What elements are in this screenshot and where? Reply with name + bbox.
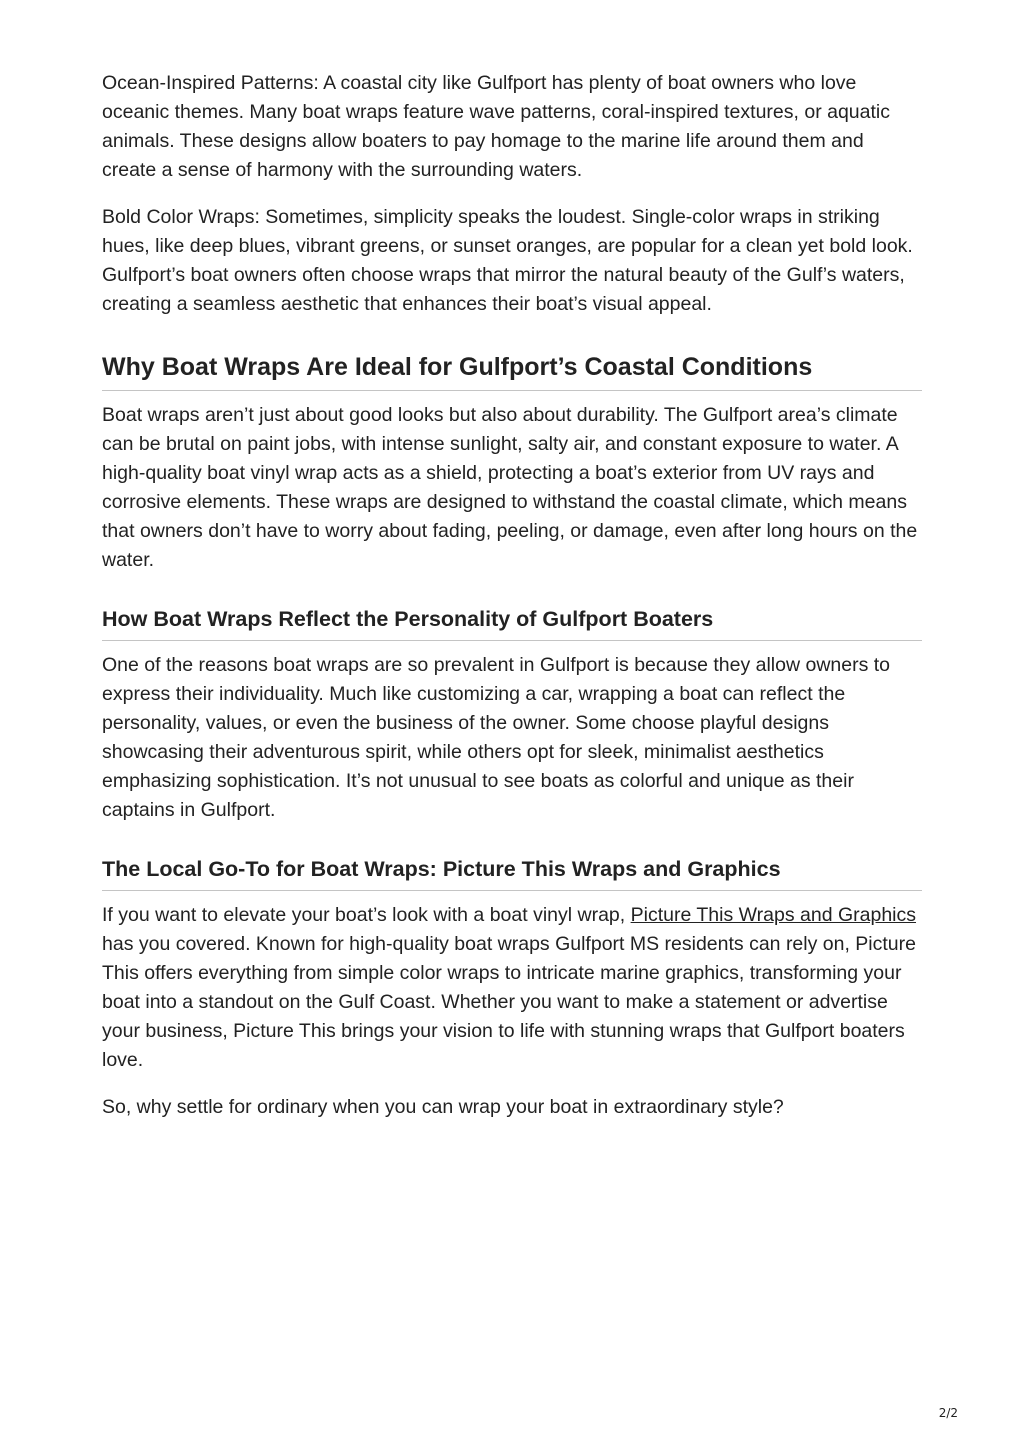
paragraph-personality: One of the reasons boat wraps are so prevalent in Gulfport is because they allow owners to express their individuality. Much like customizing a car, wrapping a boat can reflect the personality, values, or even the business of the owner. Some choose playful designs showcasing their adventurous spirit, while others opt for sleek, minimalist aesthetics emphasizing sophistication. It’s not unusual to see boats as colorful and unique as their captains in Gulfport. — [102, 654, 891, 821]
paragraph-local-text-after-link: has you covered. Known for high-quality boat wraps Gulfport MS residents can rely on, Picture This offers everything from simple color wraps to intricate marine graphics, transforming your boat into a standout on the Gulf Coast. Whether you want to make a statement or advertise your business, Picture This brings your vision to life with stunning wraps that Gulfport boaters love. — [102, 933, 916, 1071]
heading-why-boat-wraps: Why Boat Wraps Are Ideal for Gulfport’s Coastal Conditions — [102, 337, 922, 391]
paragraph-bold-color: Bold Color Wraps: Sometimes, simplicity speaks the loudest. Single-color wraps in striking hues, like deep blues, vibrant greens, or sunset oranges, are popular for a clean yet bold look. Gulfport’s boat owners often choose wraps that mirror the natural beauty of the Gulf’s waters, creating a seamless aesthetic that enhances their boat’s visual appeal. — [102, 206, 913, 315]
heading-personality: How Boat Wraps Reflect the Personality of Gulfport Boaters — [102, 593, 922, 641]
paragraph-local-text-before-link: If you want to elevate your boat’s look with a boat vinyl wrap, — [102, 904, 631, 926]
paragraph-local-go-to — [102, 901, 922, 1075]
paragraph-why-boat-wraps: Boat wraps aren’t just about good looks but also about durability. The Gulfport area’s climate can be brutal on paint jobs, with intense sunlight, salty air, and constant exposure to water. A high-quality boat vinyl wrap acts as a shield, protecting a boat’s exterior from UV rays and corrosive elements. These wraps are designed to withstand the coastal climate, which means that owners don’t have to worry about fading, peeling, or damage, even after long hours on the water. — [102, 404, 918, 571]
article-body — [102, 69, 922, 1140]
heading-local-go-to: The Local Go-To for Boat Wraps: Picture This Wraps and Graphics — [102, 843, 922, 891]
page-number: 2/2 — [938, 1406, 958, 1420]
picture-this-link[interactable]: Picture This Wraps and Graphics — [630, 904, 917, 926]
paragraph-ocean-inspired: Ocean-Inspired Patterns: A coastal city like Gulfport has plenty of boat owners who love oceanic themes. Many boat wraps feature wave patterns, coral-inspired textures, or aquatic animals. These designs allow boaters to pay homage to the marine life around them and create a sense of harmony with the surrounding waters. — [102, 72, 890, 181]
paragraph-closing: So, why settle for ordinary when you can wrap your boat in extraordinary style? — [102, 1096, 784, 1118]
